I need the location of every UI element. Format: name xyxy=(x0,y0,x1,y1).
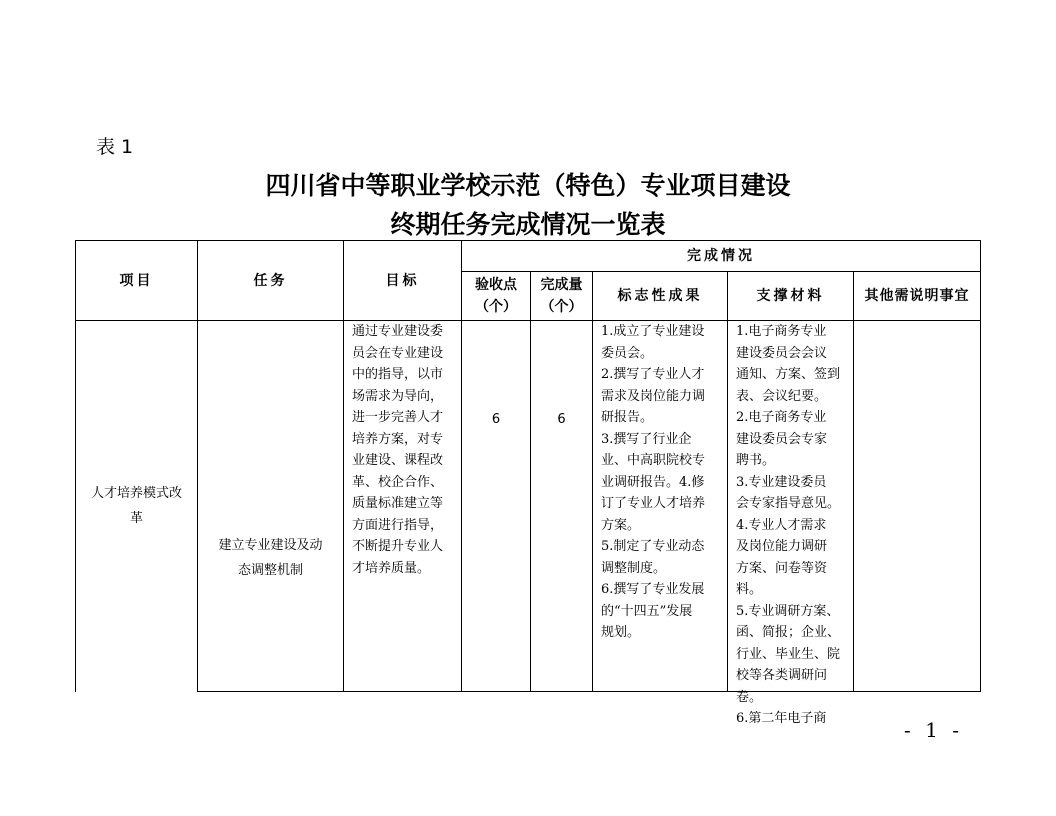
cell-goal: 通过专业建设委 员会在专业建设 中的指导，以市 场需求为导向， 进一步完善人才 培养方案，对专 业建设、课程改 革、校企合作、 质量标准建立等 方面进行指导， 不断提升专业人 才培养质量。 xyxy=(352,324,444,576)
page-number: - 1 - xyxy=(904,718,963,742)
header-other-notes: 其他需说明事宜 xyxy=(864,288,970,304)
cell-task: 建立专业建设及动 态调整机制 xyxy=(218,538,323,578)
header-project: 项目 xyxy=(119,272,154,289)
cell-project: 人才培养模式改 革 xyxy=(90,486,182,526)
header-checkpoints: 验收点 （个） xyxy=(475,277,517,315)
cell-checkpoints: 6 xyxy=(491,412,501,427)
header-task: 任务 xyxy=(253,272,288,289)
header-completed-count: 完成量 （个） xyxy=(540,277,583,315)
header-key-results: 标志性成果 xyxy=(617,288,703,304)
cell-other-notes xyxy=(854,321,980,691)
col-divider-4 xyxy=(530,271,531,692)
document-title-line-2: 终期任务完成情况一览表 xyxy=(390,210,666,239)
table-border-right xyxy=(980,240,981,692)
cell-key-results: 1.成立了专业建设 委员会。 2.撰写了专业人才 需求及岗位能力调 研报告。 3.撰写了行业企 业、中高职院校专 业调研报告。4.修 订了专业人才培养 方案。 5.制定了专业动态 调整制度。 6.撰写了专业发展 的“十四五”发展 规划。 xyxy=(601,324,706,640)
table-label: 表 1 xyxy=(96,136,134,158)
header-goal: 目标 xyxy=(385,272,420,289)
table-border-bottom xyxy=(197,691,981,692)
cell-supporting-materials: 1.电子商务专业 建设委员会会议 通知、方案、签到 表、会议纪要。 2.电子商务专业 建设委员会专家 聘书。 3.专业建设委员 会专家指导意见。 4.专业人才需求 及岗位能力调研 方案、问卷等资 料。 5.专业调研方案、 函、简报；企业、 行业、毕业生、院 校等各类调研问 卷。 6.第二年电子商 xyxy=(736,324,841,726)
cell-completed-count: 6 xyxy=(557,412,566,427)
header-completion-status: 完成情况 xyxy=(687,248,755,264)
header-supporting-materials: 支撑材料 xyxy=(756,288,825,304)
document-title-line-1: 四川省中等职业学校示范（特色）专业项目建设 xyxy=(265,171,791,200)
completion-table xyxy=(75,240,981,726)
